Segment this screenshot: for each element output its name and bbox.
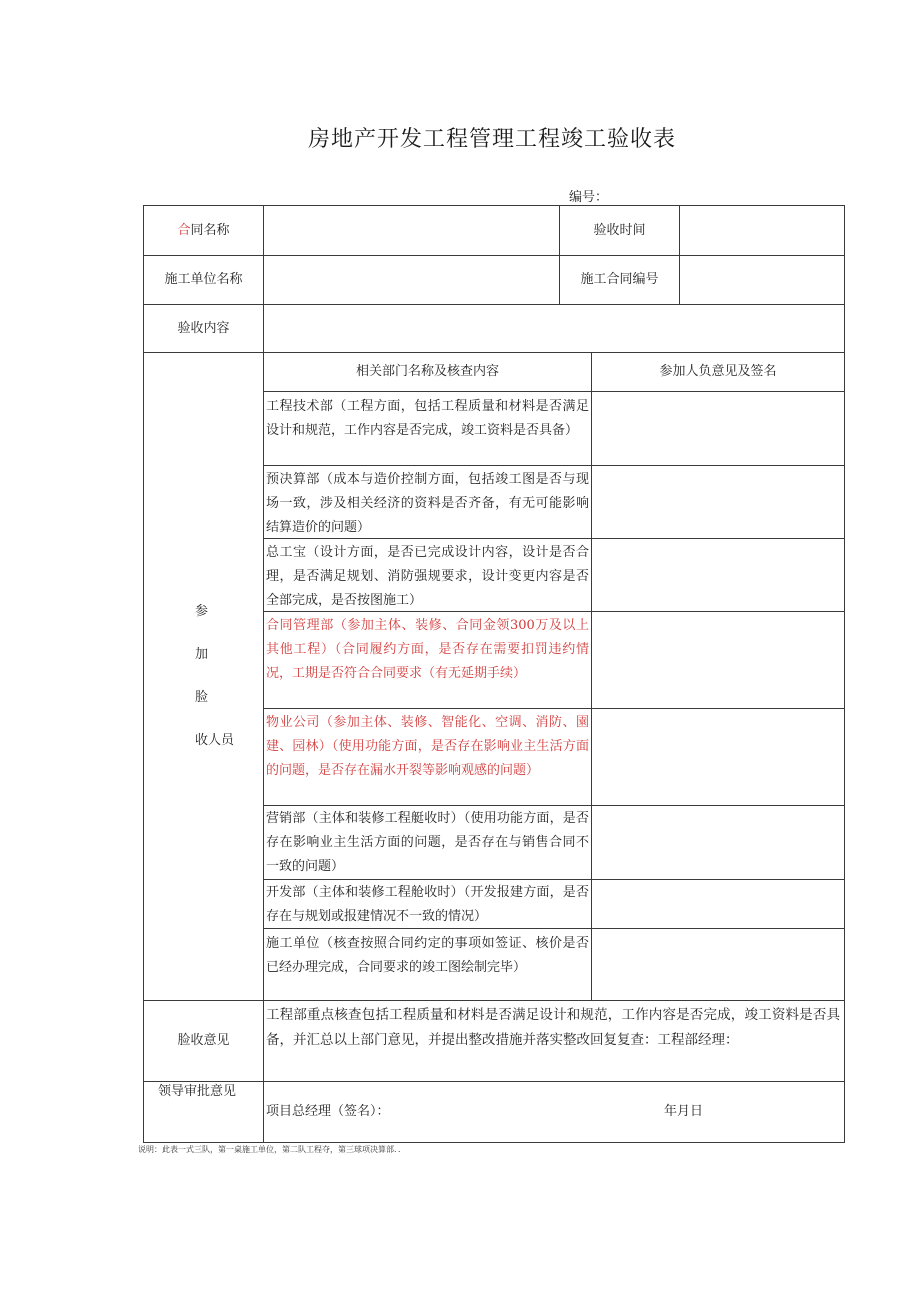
participants-label-1: 参 [195,604,209,619]
row-divider [263,391,845,392]
dept-engineering: 工程技术部（工程方面，包括工程质量和材料是否满足设计和规范，工作内容是否完成，竣工资料是否具备） [266,399,589,438]
contract-name-suffix: 同名称 [190,222,230,238]
dept-budget: 预决算部（成本与造价控制方面，包括竣工图是否与现场一致，涉及相关经济的资料是否齐备，有无可能影响结算造价的问题） [266,472,589,535]
dept-chief-engineer: 总工宝（设计方面，是否已完成设计内容，设计是否合理，是否满足规划、消防强规要求，设计变更内容是否全部完成，是否按图施工） [266,545,589,608]
dept-column-header: 相关部门名称及核查内容 [355,364,499,379]
acceptance-opinion-text: 工程部重点核查包括工程质量和材料是否满足设计和规范，工作内容是否完成，竣工资料是否具备，并汇总以上部门意见，并提出整改措施并落实整改回复复查：工程部经理： [266,1007,840,1048]
dept-development: 开发部（主体和装修工程舱收时）（开发报建方面，是否存在与规划或报建情况不一致的情况） [266,885,589,924]
dept-marketing: 营销部（主体和装修工程艇收时）（使用功能方面，是否存在影响业主生活方面的问题，是否存在与销售合同不一致的问题） [266,811,589,874]
row-divider [263,465,845,466]
manager-signature-label: 项目总经理（签名）： [266,1104,390,1119]
table-border-right [844,205,845,1143]
contract-name-label [144,206,263,255]
serial-number-label: 编号： [569,190,609,205]
participants-label-3: 脸 [195,690,209,705]
row-divider [263,708,845,709]
table-border-bottom [143,1142,845,1143]
footnote: 说明：此表一式三队，第一桌施工单位，第二队工程夺，第三球项决算部．． [138,1145,406,1154]
dept-contract-management: 合同管理部（参加主体、装修、合同金领300万及以上其他工程）（合同履约方面，是否存在需要扣罚违约情况，工期是否符合合同要求（有无延期手续） [266,618,589,681]
row-divider [263,805,845,806]
construction-contract-no-label: 施工合同编号 [580,272,659,287]
row-divider [263,879,845,880]
form-title: 房地产开发工程管理工程竣工验收表 [307,127,676,152]
acceptance-time-label: 验收时间 [593,222,646,238]
approval-date-label: 年月日 [664,1104,704,1119]
row-divider [143,1081,845,1082]
acceptance-content-label: 验收内容 [177,320,230,336]
construction-unit-label: 施工单位名称 [164,272,243,287]
dept-property-company: 物业公司（参加主体、装修、智能化、空调、消防、園建、园林）（使用功能方面，是否存在影响业主生活方面的问题，是否存在漏水开裂等影响观感的问题） [266,715,589,778]
opinion-column-header: 参加人负意见及签名 [659,364,777,379]
participants-label-2: 加 [195,647,209,662]
participants-label-4: 收人员 [195,733,235,748]
leader-approval-label: 领导审批意见 [158,1084,237,1099]
acceptance-opinion-label: 脸收意见 [177,1033,230,1048]
column-divider [591,352,592,1000]
contract-name-prefix: 合 [177,222,191,238]
dept-construction-unit: 施工单位（核查按照合同约定的事项如签证、核价是否已经办理完成，合同要求的竣工图绘制完毕） [266,936,589,975]
column-divider [679,205,680,304]
